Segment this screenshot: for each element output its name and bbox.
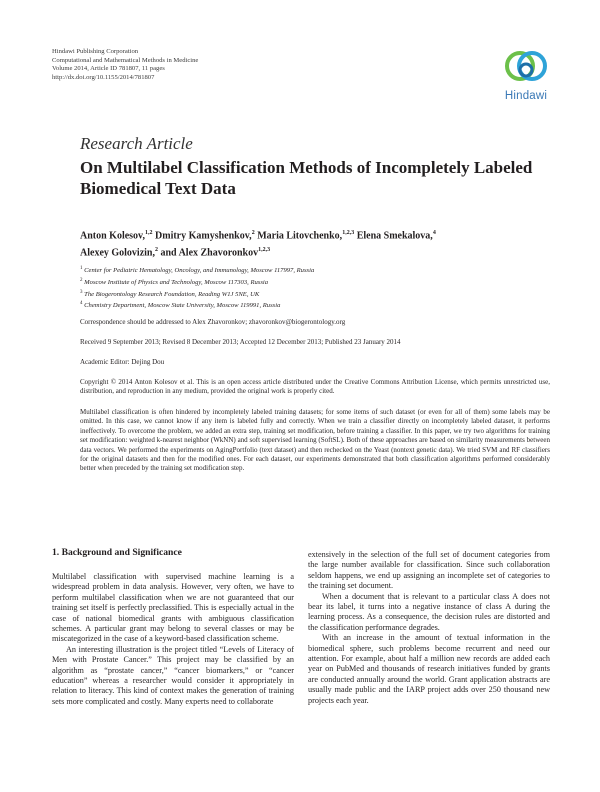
- article-title: On Multilabel Classification Methods of Incompletely Labeled Biomedical Text Data: [80, 158, 533, 198]
- paragraph: extensively in the selection of the full set of document categories from the large number available for classification. Since such collaboration seldom happens, we end up assigning an incomplete set of categories to the training set document.: [308, 550, 550, 591]
- paragraph: Multilabel classification with supervised machine learning is a widespread problem in data analysis. However, very often, we have to perform multilabel classification when we are not guaranteed that our training set itself is perfectly preclassified. This is especially actual in the case of national biomedical grants with ambiguous classification schemes. A particular grant may belong to several classes or may be miscategorized in the case of a keyword-based classification scheme.: [52, 572, 294, 644]
- paragraph: An interesting illustration is the project titled “Levels of Literacy of Men with Prostate Cancer.” This project may be classified by an algorithm as “prostate cancer,” “cancer biomarkers,” or “cancer education” whereas a researcher would consider it appropriately in relation to literacy. This kind of context makes the generation of training sets more complicated and costly. Many experts need to collaborate: [52, 644, 294, 706]
- hindawi-logo: [496, 46, 556, 104]
- section-heading: 1. Background and Significance: [52, 547, 182, 558]
- journal-name: Computational and Mathematical Methods in Medicine: [52, 56, 199, 64]
- affiliation-item: $^2$ Moscow Institute of Physics and Technology, Moscow 117303, Russia: [80, 277, 269, 286]
- body-column-left: [52, 572, 294, 707]
- journal-header: [52, 48, 198, 82]
- author-list: [80, 226, 520, 261]
- author-name: Anton Kolesov,: [80, 230, 146, 242]
- publication-dates: Received 9 September 2013; Revised 8 December 2013; Accepted 12 December 2013; Published 23 January 2014: [80, 338, 401, 346]
- author-affiliation-marker: 2: [155, 247, 158, 254]
- abstract: Multilabel classification is often hindered by incompletely labeled training datasets; for some items of such dataset (or even for all of them) some labels may be omitted. In this case, we cannot know if any item is labeled fully and correctly. When we train a classifier directly on incompletely labeled dataset, it performs ineffectively. To overcome the problem, we added an extra step, training set modification, before training a classifier. In this paper, we try two algorithms for training set modification: weighted k-nearest neighbor (WkNN) and soft supervised learning (SoftSL). Both of these approaches are based on similarity measurements between data vectors. We performed the experiments on AgingPortfolio (text dataset) and then rechecked on the Yeast (nontext genetic data). We tried SVM and RF classifiers for the original datasets and then for the modified ones. For each dataset, our experiments demonstrated that both classification algorithms performed considerably better when preceded by the training set modification step.: [80, 408, 550, 473]
- author-name: Maria Litovchenko,: [257, 230, 343, 242]
- author-affiliation-marker: 1,2,3: [258, 247, 271, 254]
- article-type: Research Article: [80, 134, 193, 153]
- volume-info: Volume 2014, Article ID 781807, 11 pages: [52, 65, 165, 73]
- author-affiliation-marker: 2: [251, 230, 255, 236]
- doi-link[interactable]: http://dx.doi.org/10.1155/2014/781807: [52, 73, 155, 81]
- author-affiliation-marker: 1,2,3: [342, 230, 355, 236]
- affiliation-item: $^1$ Center for Pediatric Hematology, Oncology, and Immunology, Moscow 117997, Russia: [80, 266, 315, 275]
- academic-editor: Academic Editor: Dejing Dou: [80, 358, 165, 366]
- publisher-name: Hindawi Publishing Corporation: [52, 48, 139, 55]
- paragraph: With an increase in the amount of textual information in the biomedical sphere, such problems become recurrent and need our attention. For example, about half a million new records are added each year on PubMed and thousands of research initiatives funded by grants are conducted annually around the world. Grant application abstracts are usually made public and the IARP project adds over 250 thousand new projects each year.: [308, 633, 550, 705]
- author-affiliation-marker: 4: [432, 230, 436, 236]
- copyright-notice: Copyright © 2014 Anton Kolesov et al. This is an open access article distributed under the Creative Commons Attribution License, which permits unrestricted use, distribution, and reproduction in any medium, provided the original work is properly cited.: [80, 378, 550, 396]
- body-column-right: [308, 550, 550, 706]
- author-name: Elena Smekalova,: [356, 230, 433, 242]
- author-name: and Alex Zhavoronkov: [160, 247, 259, 259]
- logo-text: Hindawi: [504, 90, 548, 102]
- paragraph: When a document that is relevant to a particular class A does not bear its label, it turns into a negative instance of class A during the learning process. As a consequence, the decision rules are distorted and the classification performance degrades.: [308, 591, 550, 632]
- affiliation-item: $^3$ The Biogerontology Research Foundation, Reading W1J 5NE, UK: [80, 289, 260, 298]
- affiliation-item: $^4$ Chemistry Department, Moscow State University, Moscow 119991, Russia: [80, 301, 281, 310]
- affiliation-list: [80, 264, 314, 311]
- author-name: Dmitry Kamyshenkov,: [155, 230, 252, 242]
- author-affiliation-marker: 1,2: [145, 230, 153, 236]
- author-name: Alexey Golovizin,: [80, 247, 155, 259]
- hindawi-rings-icon: [502, 46, 550, 90]
- correspondence: Correspondence should be addressed to Alex Zhavoronkov; zhavoronkov@biogerontology.org: [80, 318, 346, 326]
